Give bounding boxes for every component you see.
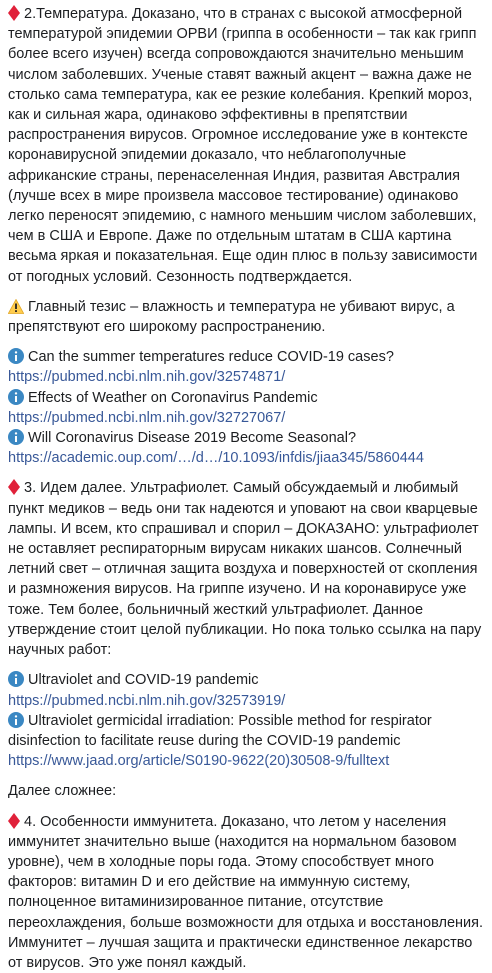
references-uv (8, 670, 484, 771)
reference-title: Can the summer temperatures reduce COVID-19 cases? (28, 349, 394, 366)
paragraph-immunity (8, 812, 484, 973)
info-icon (8, 348, 24, 364)
paragraph-uv (8, 478, 484, 660)
reference-item (8, 711, 484, 751)
reference-item (8, 428, 484, 448)
reference-title: Ultraviolet germicidal irradiation: Possible method for respirator disinfection to facilitate reuse during the COVID-19 pandemic (8, 712, 432, 749)
reference-item (8, 670, 484, 690)
paragraph-thesis (8, 297, 484, 337)
red-diamond-icon (8, 5, 20, 21)
immunity-text: 4. Особенности иммунитета. Доказано, что летом у населения иммунитет значительно выше (находится на нормальном базовом уровне), чем в холодные поры года. Этому способствует много факторов: витамин D и его действие на иммунную систему, полноценное витаминизированное питание, отсутствие переохлаждения, больше возможности для отдыха и восстановления. Иммунитет – лучшая защита и практически единственное лекарство от вирусов. Это уже понял каждый. (8, 813, 484, 971)
reference-item (8, 388, 484, 408)
uv-text: 3. Идем далее. Ультрафиолет. Самый обсуждаемый и любимый пункт медиков – ведь они так надеются и уповают на свои кварцевые лампы. И всем, кто спрашивал и спорил – ДОКАЗАНО: ультрафиолет не оставляет респираторным вирусам никаких шансов. Солнечный летний свет – отличная защита воздуха и поверхностей от скопления и размножения вирусов. На гриппе изучено. И на коронавирусе уже тоже. Тем более, больничный жесткий ультрафиолет. Данное утверждение стоит целой публикации. Но пока только ссылка на пару научных работ: (8, 480, 482, 659)
reference-title: Will Coronavirus Disease 2019 Become Seasonal? (28, 430, 357, 447)
reference-link[interactable]: https://pubmed.ncbi.nlm.nih.gov/32727067/ (8, 409, 286, 426)
info-icon (8, 389, 24, 405)
info-icon (8, 671, 24, 687)
warning-icon (8, 299, 24, 314)
reference-link[interactable]: https://www.jaad.org/article/S0190-9622(20)30508-9/fulltext (8, 753, 390, 770)
thesis-text: Главный тезис – влажность и температура не убивают вирус, а препятствуют его широкому распространению. (8, 298, 455, 336)
temperature-text: 2.Температура. Доказано, что в странах с высокой атмосферной температурой эпидемии ОРВИ (гриппа в особенности – так как грипп более всего изучен) всегда сопровождаются значительно меньшим числом заболевших. Ученые ставят важный акцент – важна даже не столько сама температура, как ее резкие колебания. Крепкий мороз, как и сильная жара, одинаково эффективны в препятствии распространения вирусов. Огромное исследование уже в контексте коронавирусной эпидемии доказало, что неблагополучные африканские страны, перенаселенная Индия, развитая Австралия (лучше всех в мире произвела массовое тестирование) одинаково легко переносят эпидемию, с намного меньшим числом заболевших, чем в США и Европе. Даже по отдельным штатам в США картина весьма яркая и показательная. Еще один плюс в пользу зависимости от погодных условий. Сезонность подтверждается. (8, 6, 478, 285)
red-diamond-icon (8, 813, 20, 829)
reference-link[interactable]: https://academic.oup.com/…/d…/10.1093/infdis/jiaa345/5860444 (8, 450, 424, 467)
reference-item (8, 347, 484, 367)
paragraph-next: Далее сложнее: (8, 783, 117, 800)
reference-title: Ultraviolet and COVID-19 pandemic (28, 672, 259, 689)
paragraph-temperature (8, 4, 484, 287)
references-temperature (8, 347, 484, 468)
reference-title: Effects of Weather on Coronavirus Pandemic (28, 389, 318, 406)
info-icon (8, 429, 24, 445)
reference-link[interactable]: https://pubmed.ncbi.nlm.nih.gov/32574871/ (8, 369, 286, 386)
reference-link[interactable]: https://pubmed.ncbi.nlm.nih.gov/32573919/ (8, 692, 286, 709)
info-icon (8, 712, 24, 728)
red-diamond-icon (8, 479, 20, 495)
